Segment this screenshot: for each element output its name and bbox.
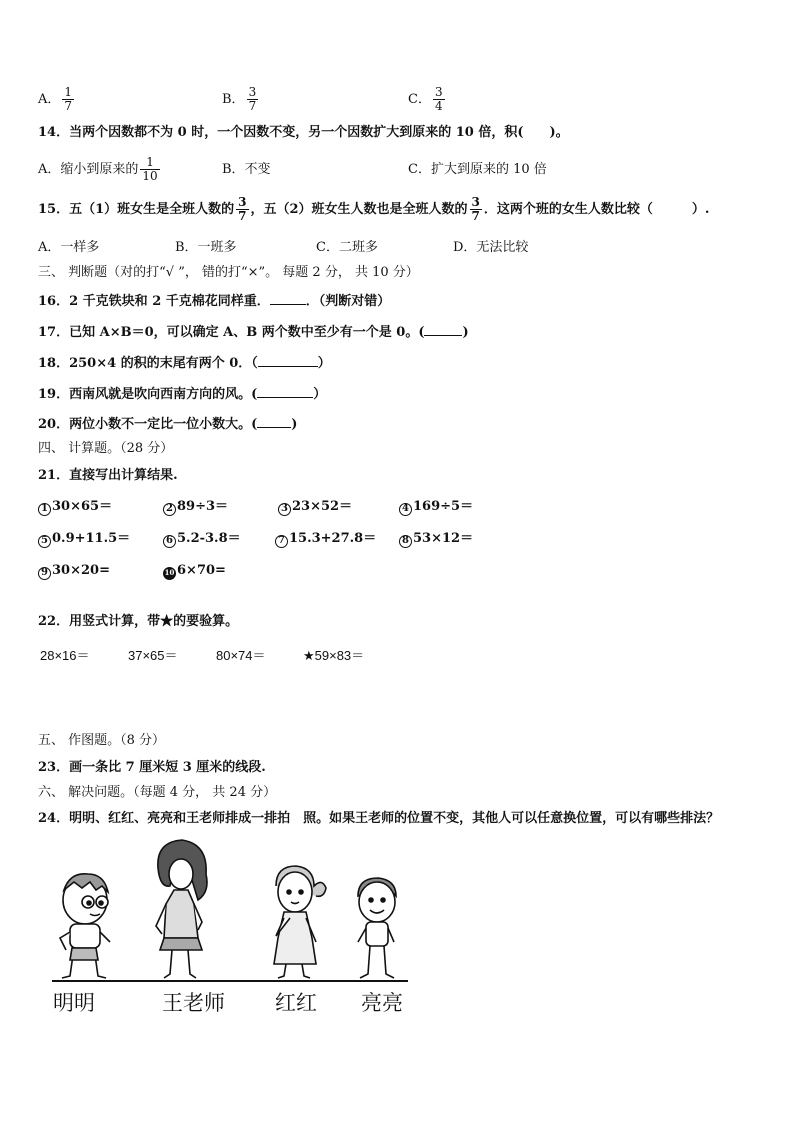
q21-item-4: 4 169÷5＝ bbox=[399, 499, 473, 516]
mingming-figure bbox=[60, 874, 110, 978]
q22-item-4: ★59×83＝ bbox=[303, 648, 365, 663]
q15-option-c: C．二班多 bbox=[316, 240, 378, 255]
q22-item-2: 37×65＝ bbox=[128, 648, 178, 663]
section6-title: 六、 解决问题。（每题 4 分， 共 24 分） bbox=[38, 785, 277, 800]
q21-item-1: 1 30×65＝ bbox=[38, 499, 112, 516]
section3-title: 三、 判断题（对的打“√ ”， 错的打“×”。 每题 2 分， 共 10 分） bbox=[38, 265, 419, 280]
q13-option-a: A． $\frac{1}{7}$ bbox=[38, 85, 73, 113]
q16-answer-blank[interactable] bbox=[270, 292, 306, 305]
q15-option-b: B．一班多 bbox=[175, 240, 237, 255]
q14-option-a: A．缩小到原来的 $\frac{1}{10}$ bbox=[38, 155, 158, 183]
q21-item-7: 7 15.3+27.8＝ bbox=[275, 531, 376, 548]
teacher-wang-figure bbox=[156, 840, 207, 978]
q21-item-3: 3 23×52＝ bbox=[278, 499, 352, 516]
q22-question: 22．用竖式计算，带★的要验算。 bbox=[38, 614, 239, 629]
q14-option-c: C．扩大到原来的 10 倍 bbox=[408, 162, 547, 177]
q22-item-3: 80×74＝ bbox=[216, 648, 266, 663]
q17-question: 17．已知 A×B＝0，可以确定 A、B 两个数中至少有一个是 0。( ) bbox=[38, 325, 469, 340]
q15-option-d: D．无法比较 bbox=[453, 240, 529, 255]
q18-answer-blank[interactable] bbox=[258, 354, 318, 367]
q19-answer-blank[interactable] bbox=[257, 385, 313, 398]
name-mingming: 明明 bbox=[53, 991, 95, 1015]
section5-title: 五、 作图题。（8 分） bbox=[38, 733, 166, 748]
q21-item-5: 5 0.9+11.5＝ bbox=[38, 531, 130, 548]
q18-question: 18．250×4 的积的末尾有两个 0．（ ） bbox=[38, 356, 331, 371]
q15-question: 15．五（1）班女生是全班人数的 $\frac{3}{7}$ ，五（2）班女生人数也是全班人数的 $\frac{3}{7}$ ．这两个班的女生人数比较（ ）. bbox=[38, 195, 710, 223]
q14-question: 14．当两个因数都不为 0 时，一个因数不变，另一个因数扩大到原来的 10 倍，积( )。 bbox=[38, 125, 569, 140]
q22-item-1: 28×16＝ bbox=[40, 648, 90, 663]
q21-item-8: 8 53×12＝ bbox=[399, 531, 473, 548]
liangliang-figure bbox=[358, 878, 396, 978]
name-liangliang: 亮亮 bbox=[361, 991, 403, 1015]
name-teacher-wang: 王老师 bbox=[162, 991, 225, 1015]
q13-option-c: C． $\frac{3}{4}$ bbox=[408, 85, 443, 113]
q24-question: 24．明明、红红、亮亮和王老师排成一排拍 照。如果王老师的位置不变，其他人可以任意换位置，可以有哪些排法？ bbox=[38, 811, 720, 826]
section4-title: 四、 计算题。（28 分） bbox=[38, 441, 174, 456]
q21-item-10: 10 6×70= bbox=[164, 563, 226, 578]
honghong-figure bbox=[274, 866, 326, 978]
q20-question: 20．两位小数不一定比一位小数大。( ) bbox=[38, 417, 298, 432]
q15-option-a: A．一样多 bbox=[38, 240, 100, 255]
q14-option-b: B．不变 bbox=[222, 162, 271, 177]
q21-item-6: 6 5.2-3.8＝ bbox=[163, 531, 241, 548]
q20-answer-blank[interactable] bbox=[257, 415, 291, 428]
q16-question: 16．2 千克铁块和 2 千克棉花同样重． ．（判断对错） bbox=[38, 294, 391, 309]
q21-question: 21．直接写出计算结果. bbox=[38, 468, 178, 483]
q21-item-2: 2 89÷3＝ bbox=[163, 499, 228, 516]
q19-question: 19．西南风就是吹向西南方向的风。( ） bbox=[38, 387, 327, 402]
q23-question: 23．画一条比 7 厘米短 3 厘米的线段. bbox=[38, 760, 266, 775]
name-honghong: 红红 bbox=[275, 991, 317, 1015]
q13-option-b: B． $\frac{3}{7}$ bbox=[222, 85, 257, 113]
q21-item-9: 9 30×20= bbox=[38, 563, 110, 580]
q17-answer-blank[interactable] bbox=[424, 323, 462, 336]
children-and-teacher-illustration bbox=[40, 838, 420, 988]
